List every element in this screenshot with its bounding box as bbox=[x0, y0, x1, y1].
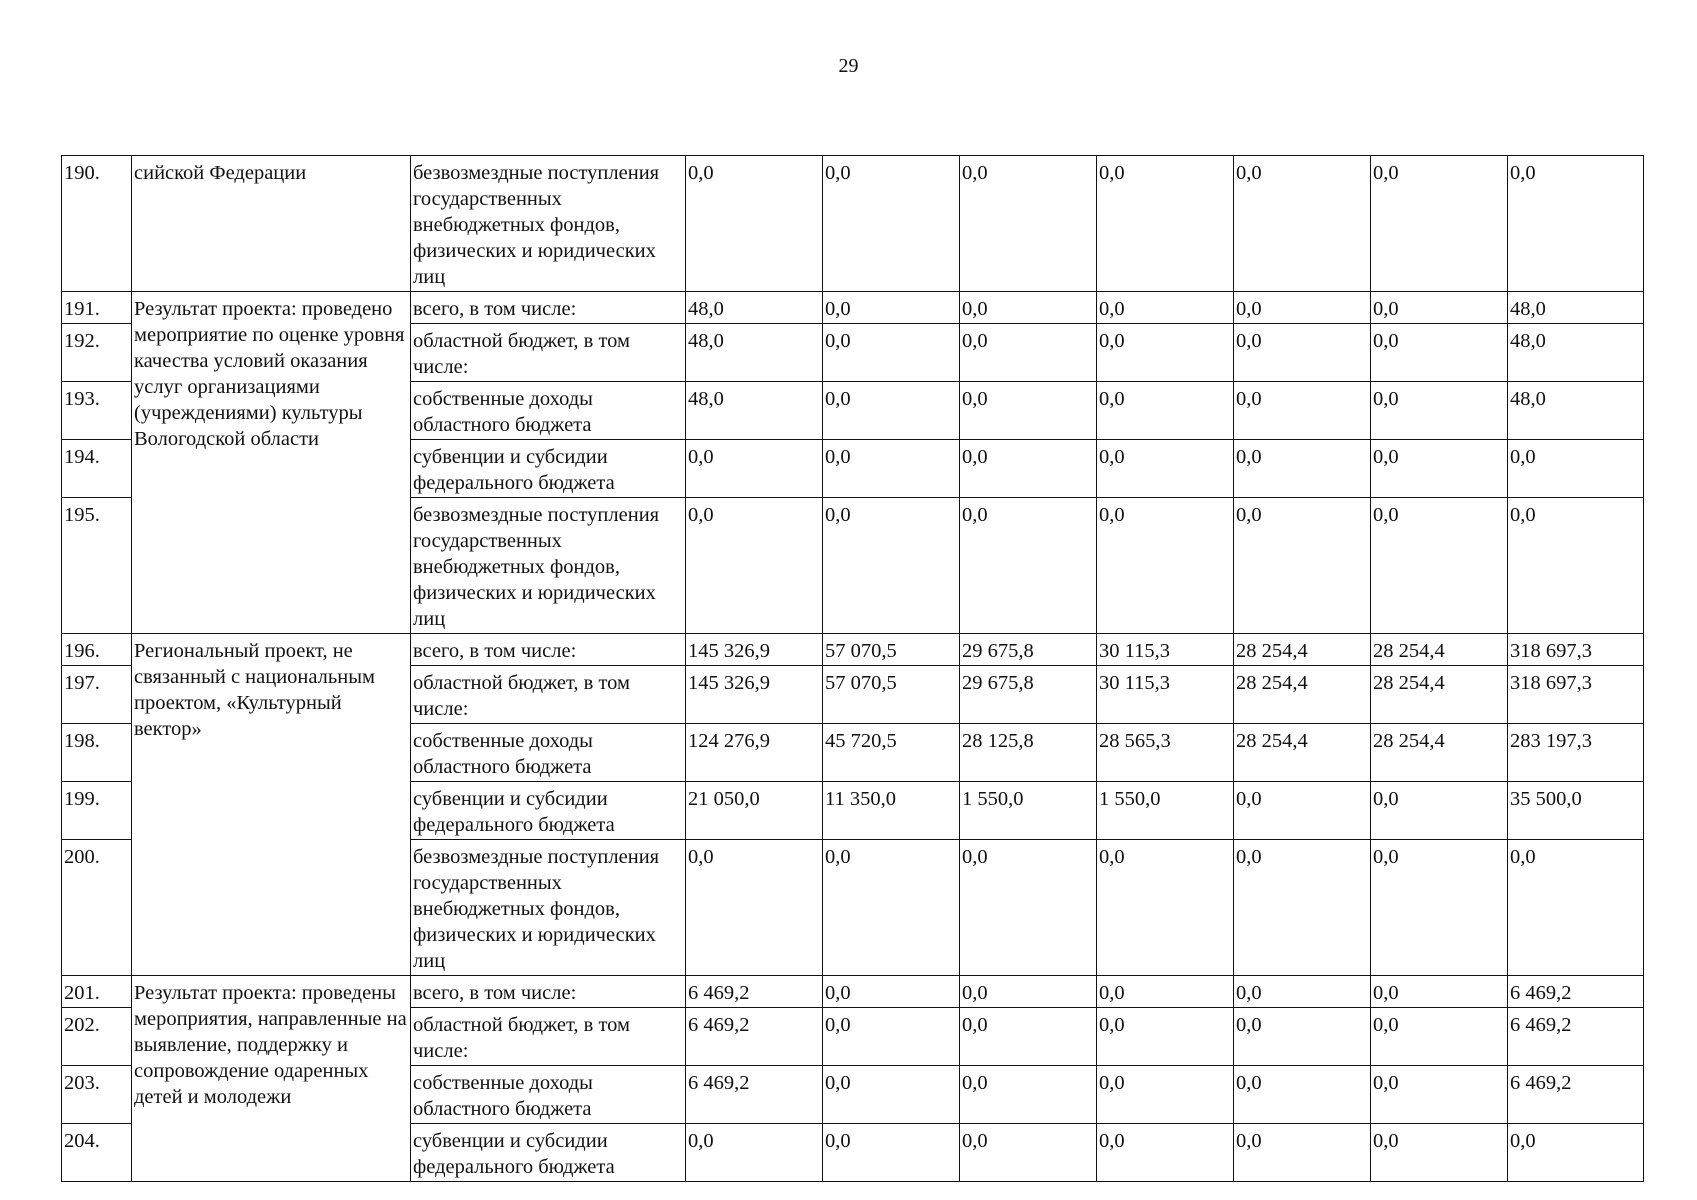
value-cell: 30 115,3 bbox=[1097, 634, 1234, 666]
value-cell: 0,0 bbox=[960, 1066, 1097, 1124]
value-cell: 48,0 bbox=[686, 292, 823, 324]
value-cell: 0,0 bbox=[1234, 1008, 1371, 1066]
value-cell: 0,0 bbox=[823, 976, 960, 1008]
value-cell: 283 197,3 bbox=[1508, 724, 1644, 782]
value-cell: 45 720,5 bbox=[823, 724, 960, 782]
table-row bbox=[62, 156, 1644, 292]
value-cell: 0,0 bbox=[823, 324, 960, 382]
funding-source: областной бюджет, в том числе: bbox=[411, 1008, 686, 1066]
value-cell: 0,0 bbox=[1371, 292, 1508, 324]
value-cell: 0,0 bbox=[1371, 840, 1508, 976]
value-cell: 0,0 bbox=[960, 1008, 1097, 1066]
value-cell: 0,0 bbox=[823, 840, 960, 976]
funding-source: субвенции и субсидии федерального бюджета bbox=[411, 1124, 686, 1182]
value-cell: 0,0 bbox=[1097, 498, 1234, 634]
value-cell: 6 469,2 bbox=[686, 1008, 823, 1066]
row-number: 195. bbox=[62, 498, 132, 634]
value-cell: 35 500,0 bbox=[1508, 782, 1644, 840]
value-cell: 6 469,2 bbox=[1508, 1066, 1644, 1124]
value-cell: 0,0 bbox=[1234, 1124, 1371, 1182]
value-cell: 0,0 bbox=[960, 1124, 1097, 1182]
value-cell: 57 070,5 bbox=[823, 666, 960, 724]
funding-source: всего, в том числе: bbox=[411, 634, 686, 666]
value-cell: 0,0 bbox=[1097, 840, 1234, 976]
funding-source: собственные доходы областного бюджета bbox=[411, 724, 686, 782]
value-cell: 28 254,4 bbox=[1371, 724, 1508, 782]
funding-source: областной бюджет, в том числе: bbox=[411, 324, 686, 382]
funding-source: безвозмездные поступления государственных внебюджетных фондов, физических и юридических лиц bbox=[411, 840, 686, 976]
value-cell: 0,0 bbox=[823, 498, 960, 634]
value-cell: 48,0 bbox=[1508, 292, 1644, 324]
row-number: 204. bbox=[62, 1124, 132, 1182]
value-cell: 0,0 bbox=[1371, 440, 1508, 498]
row-number: 203. bbox=[62, 1066, 132, 1124]
value-cell: 0,0 bbox=[1371, 1124, 1508, 1182]
value-cell: 0,0 bbox=[686, 498, 823, 634]
value-cell: 21 050,0 bbox=[686, 782, 823, 840]
value-cell: 145 326,9 bbox=[686, 666, 823, 724]
value-cell: 11 350,0 bbox=[823, 782, 960, 840]
value-cell: 28 254,4 bbox=[1234, 724, 1371, 782]
row-number: 193. bbox=[62, 382, 132, 440]
item-description: Региональный проект, не связанный с национальным проектом, «Культурный вектор» bbox=[132, 634, 411, 976]
table-body bbox=[62, 156, 1644, 1182]
value-cell: 0,0 bbox=[1234, 324, 1371, 382]
row-number: 192. bbox=[62, 324, 132, 382]
value-cell: 28 565,3 bbox=[1097, 724, 1234, 782]
row-number: 196. bbox=[62, 634, 132, 666]
funding-source: всего, в том числе: bbox=[411, 292, 686, 324]
value-cell: 6 469,2 bbox=[686, 1066, 823, 1124]
value-cell: 0,0 bbox=[1097, 382, 1234, 440]
value-cell: 0,0 bbox=[823, 440, 960, 498]
value-cell: 0,0 bbox=[686, 1124, 823, 1182]
row-number: 202. bbox=[62, 1008, 132, 1066]
value-cell: 124 276,9 bbox=[686, 724, 823, 782]
funding-source: субвенции и субсидии федерального бюджета bbox=[411, 782, 686, 840]
table-row bbox=[62, 976, 1644, 1008]
value-cell: 0,0 bbox=[1097, 156, 1234, 292]
value-cell: 318 697,3 bbox=[1508, 666, 1644, 724]
value-cell: 1 550,0 bbox=[960, 782, 1097, 840]
value-cell: 29 675,8 bbox=[960, 634, 1097, 666]
value-cell: 0,0 bbox=[1371, 324, 1508, 382]
value-cell: 0,0 bbox=[1371, 1008, 1508, 1066]
value-cell: 0,0 bbox=[1234, 382, 1371, 440]
table-row bbox=[62, 292, 1644, 324]
value-cell: 0,0 bbox=[823, 1008, 960, 1066]
value-cell: 0,0 bbox=[960, 156, 1097, 292]
value-cell: 0,0 bbox=[823, 292, 960, 324]
funding-source: собственные доходы областного бюджета bbox=[411, 382, 686, 440]
value-cell: 0,0 bbox=[1097, 1066, 1234, 1124]
value-cell: 48,0 bbox=[1508, 324, 1644, 382]
value-cell: 0,0 bbox=[686, 440, 823, 498]
value-cell: 28 254,4 bbox=[1234, 634, 1371, 666]
row-number: 191. bbox=[62, 292, 132, 324]
value-cell: 0,0 bbox=[1097, 976, 1234, 1008]
row-number: 199. bbox=[62, 782, 132, 840]
value-cell: 0,0 bbox=[960, 840, 1097, 976]
value-cell: 0,0 bbox=[1371, 976, 1508, 1008]
item-description: Результат проекта: проведено мероприятие по оценке уровня качества условий оказания услуг организациями (учреждениями) культуры Вологодской области bbox=[132, 292, 411, 634]
value-cell: 0,0 bbox=[1371, 782, 1508, 840]
row-number: 197. bbox=[62, 666, 132, 724]
value-cell: 0,0 bbox=[1234, 440, 1371, 498]
value-cell: 6 469,2 bbox=[1508, 976, 1644, 1008]
funding-source: безвозмездные поступления государственных внебюджетных фондов, физических и юридических лиц bbox=[411, 498, 686, 634]
row-number: 198. bbox=[62, 724, 132, 782]
value-cell: 0,0 bbox=[960, 498, 1097, 634]
value-cell: 0,0 bbox=[960, 976, 1097, 1008]
budget-table bbox=[61, 155, 1644, 1182]
value-cell: 0,0 bbox=[960, 324, 1097, 382]
value-cell: 48,0 bbox=[686, 382, 823, 440]
value-cell: 0,0 bbox=[823, 1066, 960, 1124]
page-number: 29 bbox=[838, 55, 859, 77]
value-cell: 28 125,8 bbox=[960, 724, 1097, 782]
row-number: 194. bbox=[62, 440, 132, 498]
value-cell: 0,0 bbox=[686, 840, 823, 976]
funding-source: безвозмездные поступления государственных внебюджетных фондов, физических и юридических лиц bbox=[411, 156, 686, 292]
item-description: Результат проекта: проведены мероприятия, направленные на выявление, поддержку и сопровождение одаренных детей и молодежи bbox=[132, 976, 411, 1182]
value-cell: 0,0 bbox=[1234, 156, 1371, 292]
value-cell: 0,0 bbox=[1508, 440, 1644, 498]
value-cell: 0,0 bbox=[1234, 976, 1371, 1008]
value-cell: 0,0 bbox=[1234, 292, 1371, 324]
value-cell: 0,0 bbox=[1097, 292, 1234, 324]
value-cell: 0,0 bbox=[1097, 324, 1234, 382]
funding-source: областной бюджет, в том числе: bbox=[411, 666, 686, 724]
value-cell: 28 254,4 bbox=[1371, 666, 1508, 724]
value-cell: 48,0 bbox=[1508, 382, 1644, 440]
value-cell: 0,0 bbox=[1097, 1124, 1234, 1182]
row-number: 190. bbox=[62, 156, 132, 292]
value-cell: 0,0 bbox=[1234, 498, 1371, 634]
value-cell: 6 469,2 bbox=[686, 976, 823, 1008]
funding-source: субвенции и субсидии федерального бюджета bbox=[411, 440, 686, 498]
value-cell: 0,0 bbox=[1371, 498, 1508, 634]
value-cell: 0,0 bbox=[1371, 382, 1508, 440]
row-number: 200. bbox=[62, 840, 132, 976]
value-cell: 0,0 bbox=[823, 156, 960, 292]
value-cell: 57 070,5 bbox=[823, 634, 960, 666]
value-cell: 0,0 bbox=[960, 292, 1097, 324]
value-cell: 0,0 bbox=[1234, 1066, 1371, 1124]
value-cell: 0,0 bbox=[1508, 840, 1644, 976]
value-cell: 0,0 bbox=[1508, 156, 1644, 292]
value-cell: 0,0 bbox=[1097, 440, 1234, 498]
value-cell: 0,0 bbox=[1371, 156, 1508, 292]
row-number: 201. bbox=[62, 976, 132, 1008]
value-cell: 0,0 bbox=[1097, 1008, 1234, 1066]
value-cell: 6 469,2 bbox=[1508, 1008, 1644, 1066]
value-cell: 0,0 bbox=[1508, 498, 1644, 634]
value-cell: 28 254,4 bbox=[1234, 666, 1371, 724]
value-cell: 29 675,8 bbox=[960, 666, 1097, 724]
value-cell: 0,0 bbox=[1508, 1124, 1644, 1182]
value-cell: 0,0 bbox=[960, 382, 1097, 440]
value-cell: 0,0 bbox=[1234, 782, 1371, 840]
value-cell: 318 697,3 bbox=[1508, 634, 1644, 666]
value-cell: 28 254,4 bbox=[1371, 634, 1508, 666]
value-cell: 48,0 bbox=[686, 324, 823, 382]
value-cell: 0,0 bbox=[686, 156, 823, 292]
value-cell: 30 115,3 bbox=[1097, 666, 1234, 724]
value-cell: 1 550,0 bbox=[1097, 782, 1234, 840]
value-cell: 0,0 bbox=[960, 440, 1097, 498]
item-description: сийской Федерации bbox=[132, 156, 411, 292]
table-row bbox=[62, 634, 1644, 666]
funding-source: собственные доходы областного бюджета bbox=[411, 1066, 686, 1124]
funding-source: всего, в том числе: bbox=[411, 976, 686, 1008]
value-cell: 0,0 bbox=[823, 1124, 960, 1182]
value-cell: 0,0 bbox=[1371, 1066, 1508, 1124]
value-cell: 145 326,9 bbox=[686, 634, 823, 666]
value-cell: 0,0 bbox=[823, 382, 960, 440]
value-cell: 0,0 bbox=[1234, 840, 1371, 976]
